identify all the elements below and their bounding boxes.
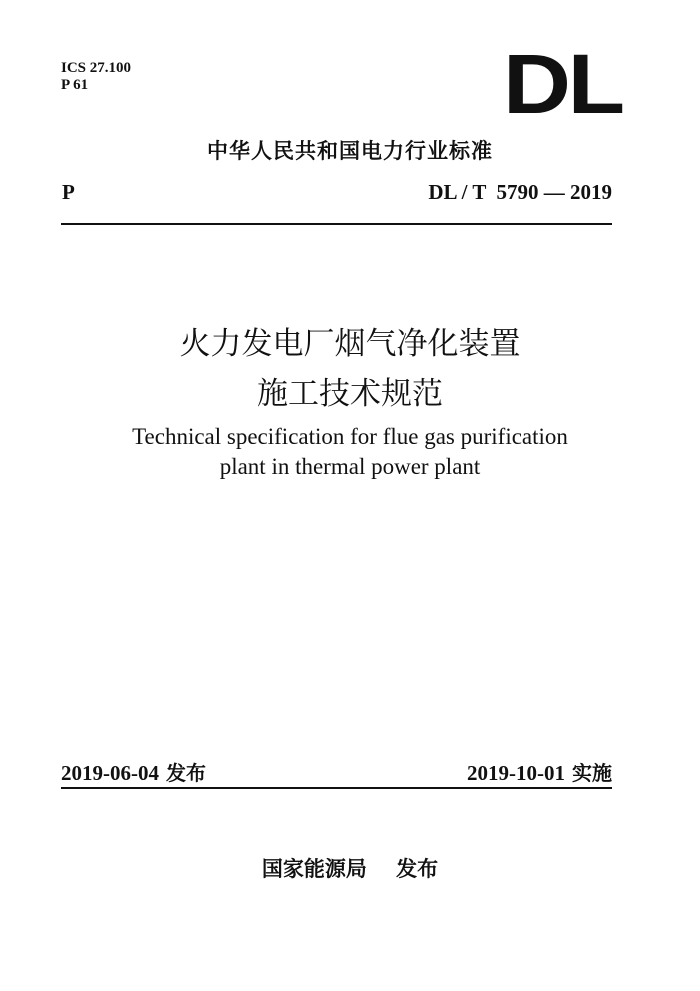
implement-date: 2019-10-01 [467,761,566,785]
top-divider [61,223,612,225]
ccs-code: P 61 [61,77,89,93]
agency-title: 中华人民共和国电力行业标准 [207,139,493,163]
issue-label: 发布 [165,761,206,785]
issuer-action: 发布 [396,857,439,881]
standard-number: DL / T 5790 — 2019 [428,180,612,204]
issuer-name: 国家能源局 [261,857,367,881]
title-en-line1: Technical specification for flue gas purification [132,424,568,449]
title-cn-line2: 施工技术规范 [257,376,443,412]
issue-date: 2019-06-04 [61,761,159,785]
ics-code: ICS 27.100 [61,60,132,76]
implement-label: 实施 [572,761,612,785]
issuer-block [0,853,700,883]
classification-codes [61,60,131,94]
title-en-line2: plant in thermal power plant [219,454,481,479]
category-code: P [62,180,75,204]
implement-date-block [467,757,612,786]
bottom-divider [61,787,612,789]
issue-date-block [61,757,206,786]
dl-logo: DL [503,37,622,131]
title-cn-line1: 火力发电厂烟气净化装置 [179,326,521,362]
